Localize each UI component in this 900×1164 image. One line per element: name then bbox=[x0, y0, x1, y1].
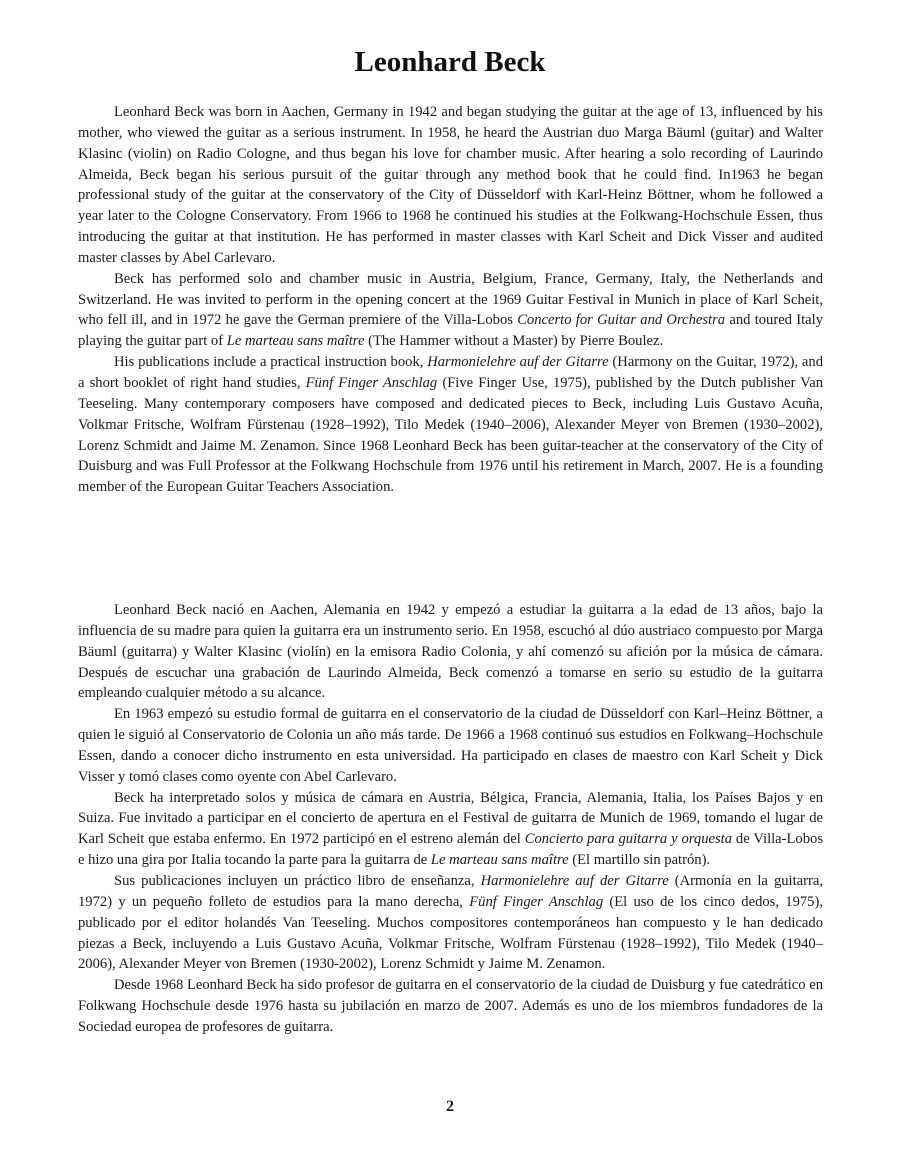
paragraph-es-3 bbox=[78, 788, 823, 871]
paragraph-en-3 bbox=[78, 352, 823, 498]
text-es-3a: Beck ha interpretado solos y música de cámara en Austria, Bélgica, Francia, Alemania, Italia, los Países Bajos y en Suiza. Fue invitado a participar en el concierto de apertura en el Festival de guitarra de Munich de 1969, tomando el lugar de Karl Scheit que estaba enfermo. En 1972 participó en el estreno alemán del bbox=[78, 789, 823, 848]
text-en-2b: and toured Italy playing the guitar part of bbox=[78, 312, 823, 350]
work-title-concerto: Concerto for Guitar and Orchestra bbox=[517, 312, 726, 329]
paragraph-en-1 bbox=[78, 102, 823, 269]
text-en-3c: (Five Finger Use, 1975), published by the Dutch publisher Van Teeseling. Many contemporary composers have composed and dedicated pieces to Beck, including Luis Gustavo Acuña, Volkmar Fritsche, Wolfram Fürstenau (1928–1992), Tilo Medek (1940–2006), Alexander Meyer von Bremen (1930–2002), Lorenz Schmidt and Jaime M. Zenamon. Since 1968 Leonhard Beck has been guitar-teacher at the conservatory of the City of Duisburg and was Full Professor at the Folkwang Hochschule from 1976 until his retirement in March, 2007. He is a founding member of the European Guitar Teachers Association. bbox=[78, 374, 823, 496]
text-es-4c: (El uso de los cinco dedos, 1975), publicado por el editor holandés Van Teeseling. Muchos compositores contemporáneos han compuesto y le han dedicado piezas a Beck, incluyendo a Luis Gustavo Acuña, Volkmar Fritsche, Wolfram Fürstenau (1928–1992), Tilo Medek (1940–2006), Alexander Meyer von Bremen (1930-2002), Lorenz Schmidt y Jaime M. Zenamon. bbox=[78, 893, 823, 973]
paragraph-es-1 bbox=[78, 600, 823, 704]
obra-titulo-concierto: Concierto para guitarra y orquesta bbox=[524, 831, 733, 848]
page-number: 2 bbox=[446, 1098, 454, 1115]
paragraph-en-2 bbox=[78, 269, 823, 352]
text-en-2c: (The Hammer without a Master) by Pierre Boulez. bbox=[364, 333, 664, 350]
text-es-2: En 1963 empezó su estudio formal de guitarra en el conservatorio de la ciudad de Düsseldorf con Karl–Heinz Böttner, a quien le siguió al Conservatorio de Colonia un año más tarde. De 1966 a 1968 continuó sus estudios en Folkwang–Hochschule Essen, dando a conocer dicho instrumento en esta universidad. Ha participado en clases de maestro con Karl Scheit y Dick Visser y tomó clases como oyente con Abel Carlevaro. bbox=[78, 706, 823, 785]
text-en-1: Leonhard Beck was born in Aachen, Germany in 1942 and began studying the guitar at the age of 13, influenced by his mother, who viewed the guitar as a serious instrument. In 1958, he heard the Austrian duo Marga Bäuml (guitar) and Walter Klasinc (violin) on Radio Cologne, and thus began his love for chamber music. After hearing a solo recording of Laurindo Almeida, Beck began his serious pursuit of the guitar through any method book that he could find. In1963 he began professional study of the guitar at the conservatory of the City of Düsseldorf with Karl-Heinz Böttner, whom he followed a year later to the Cologne Conservatory. From 1966 to 1968 he continued his studies at the Folkwang-Hochschule Essen, thus introducing the guitar at that institution. He has performed in master classes with Karl Scheit and Dick Visser and audited master classes by Abel Carlevaro. bbox=[78, 104, 823, 266]
work-title-marteau: Le marteau sans maître bbox=[226, 333, 365, 350]
biography-spanish bbox=[78, 600, 823, 1038]
page-title: Leonhard Beck bbox=[354, 46, 546, 78]
text-en-3a: His publications include a practical instruction book, bbox=[114, 354, 428, 371]
text-es-1: Leonhard Beck nació en Aachen, Alemania en 1942 y empezó a estudiar la guitarra a la edad de 13 años, bajo la influencia de su madre para quien la guitarra era un instrumento serio. En 1958, escuchó al dúo austriaco compuesto por Marga Bäuml (guitarra) y Walter Klasinc (violín) en la emisora Radio Colonia, y ahí comenzó su afición por la música de cámara. Después de escuchar una grabación de Laurindo Almeida, Beck comenzó a tomarse en serio su estudio de la guitarra empleando cualquier método a su alcance. bbox=[78, 602, 823, 702]
paragraph-es-4 bbox=[78, 871, 823, 975]
text-en-3b: (Harmony on the Guitar, 1972), and a short booklet of right hand studies, bbox=[78, 354, 824, 391]
book-title-harmonielehre: Harmonielehre auf der Gitarre bbox=[427, 354, 609, 371]
obra-titulo-marteau: Le marteau sans maître bbox=[430, 852, 569, 869]
text-es-5: Desde 1968 Leonhard Beck ha sido profesor de guitarra en el conservatorio de la ciudad de Duisburg y fue catedrático en Folkwang Hochschule desde 1976 hasta su jubilación en marzo de 2007. Además es uno de los miembros fundadores de la Sociedad europea de profesores de guitarra. bbox=[78, 977, 823, 1035]
text-en-2a: Beck has performed solo and chamber music in Austria, Belgium, France, Germany, Italy, the Netherlands and Switzerland. He was invited to perform in the opening concert at the 1969 Guitar Festival in Munich in place of Karl Scheit, who fell ill, and in 1972 he gave the German premiere of the Villa-Lobos bbox=[78, 270, 823, 329]
text-es-3c: (El martillo sin patrón). bbox=[568, 852, 711, 869]
paragraph-es-2 bbox=[78, 704, 823, 787]
libro-titulo-fuenf-finger: Fünf Finger Anschlag bbox=[469, 893, 604, 910]
biography-english bbox=[78, 102, 823, 498]
text-es-4a: Sus publicaciones incluyen un práctico libro de enseñanza, bbox=[114, 872, 481, 889]
libro-titulo-harmonielehre: Harmonielehre auf der Gitarre bbox=[480, 872, 669, 889]
text-es-4b: (Armonía en la guitarra, 1972) y un pequeño folleto de estudios para la mano derecha, bbox=[78, 872, 823, 910]
text-es-3b: de Villa-Lobos e hizo una gira por Italia tocando la parte para la guitarra de bbox=[78, 831, 823, 869]
book-title-fuenf-finger: Fünf Finger Anschlag bbox=[305, 374, 438, 391]
paragraph-es-5 bbox=[78, 975, 823, 1038]
